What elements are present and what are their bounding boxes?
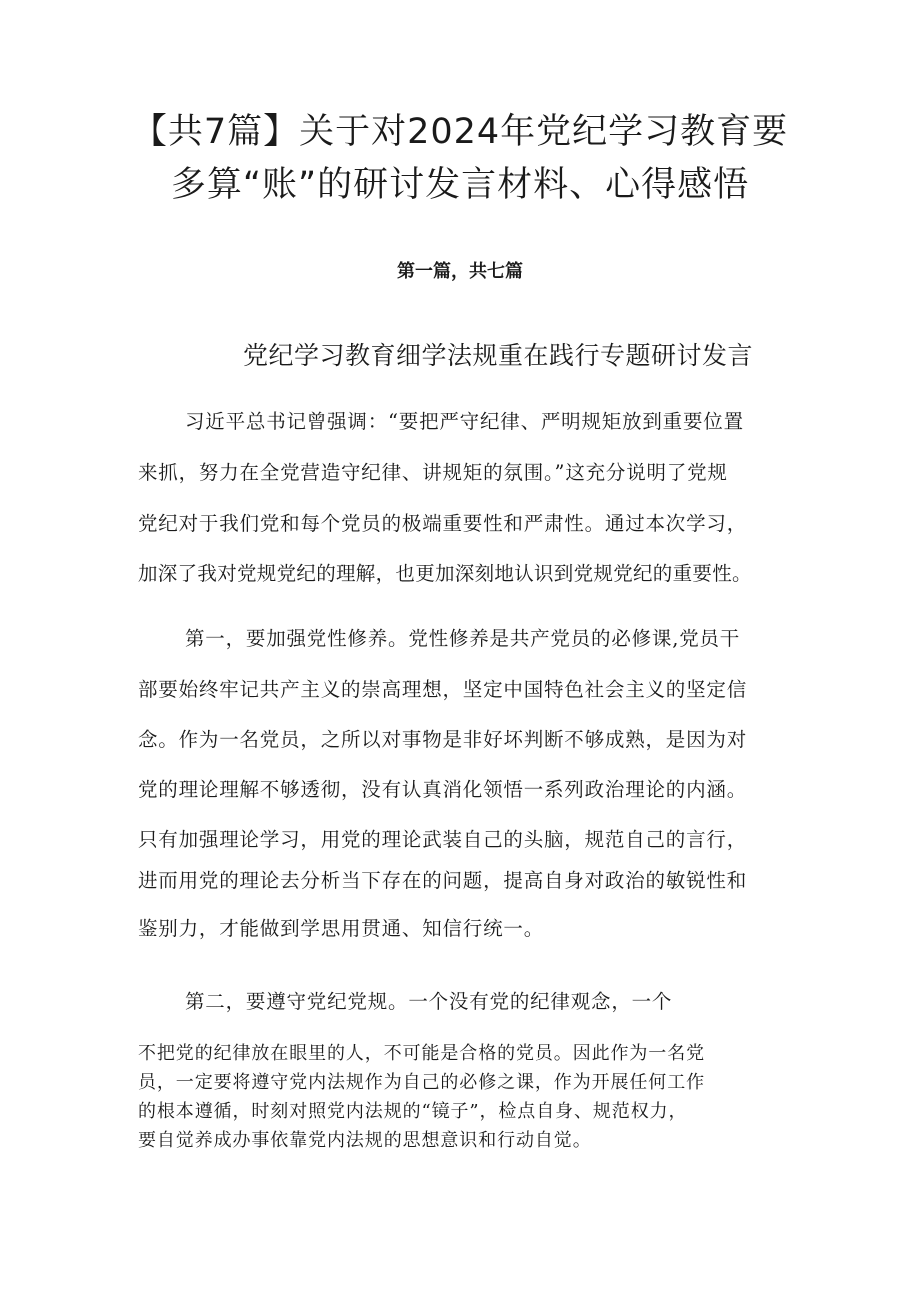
paragraph-3-line-5: 要自觉养成办事依靠党内法规的思想意识和行动自觉。	[138, 1130, 592, 1151]
paragraph-2-first-text: 党性修养是共产党员的必修课,党员干	[408, 627, 741, 650]
paragraph-2-line-4: 党的理论理解不够透彻，没有认真消化领悟一系列政治理论的内涵。	[138, 778, 748, 801]
section-heading: 党纪学习教育细学法规重在践行专题研讨发言	[243, 341, 754, 370]
paragraph-3-line-1	[185, 986, 672, 1014]
document-title	[100, 106, 820, 212]
paragraph-1-line-1: 习近平总书记曾强调：“要把严守纪律、严明规矩放到重要位置	[185, 410, 744, 433]
paragraph-1-line-4: 加深了我对党规党纪的理解，也更加深刻地认识到党规党纪的重要性。	[138, 562, 752, 585]
paragraph-2-line-7: 鉴别力，才能做到学思用贯通、知信行统一。	[138, 917, 545, 940]
paragraph-2-line-6: 进而用党的理论去分析当下存在的问题，提高自身对政治的敏锐性和	[138, 869, 748, 892]
paragraph-1-line-2: 来抓，努力在全党营造守纪律、讲规矩的氛围。”这充分说明了党规	[138, 461, 728, 484]
paragraph-3-lead: 第二，要遵守党纪党规。	[185, 990, 409, 1013]
paragraph-2-line-5: 只有加强理论学习，用党的理论武装自己的头脑，规范自己的言行，	[138, 828, 748, 851]
paragraph-3-line-4: 的根本遵循，时刻对照党内法规的“镜子”，检点自身、规范权力，	[138, 1101, 688, 1122]
paragraph-3-line-3: 员，一定要将遵守党内法规作为自己的必修之课，作为开展任何工作	[138, 1072, 705, 1093]
title-line-2: 多算“账”的研讨发言材料、心得感悟	[170, 165, 750, 205]
part-subtitle: 第一篇，共七篇	[397, 261, 523, 282]
paragraph-2-lead: 第一，要加强党性修养。	[185, 627, 409, 650]
paragraph-3-first-text: 一个没有党的纪律观念，一个	[408, 990, 673, 1013]
paragraph-1-line-3: 党纪对于我们党和每个党员的极端重要性和严肃性。通过本次学习，	[138, 512, 748, 535]
paragraph-2-line-3: 念。作为一名党员，之所以对事物是非好坏判断不够成熟，是因为对	[138, 728, 748, 751]
paragraph-3-line-2: 不把党的纪律放在眼里的人，不可能是合格的党员。因此作为一名党	[138, 1043, 705, 1064]
title-line-1: 【共7篇】关于对2024年党纪学习教育要	[131, 112, 789, 152]
paragraph-2-line-2: 部要始终牢记共产主义的崇高理想，坚定中国特色社会主义的坚定信	[138, 678, 748, 701]
paragraph-2-line-1	[185, 623, 740, 651]
